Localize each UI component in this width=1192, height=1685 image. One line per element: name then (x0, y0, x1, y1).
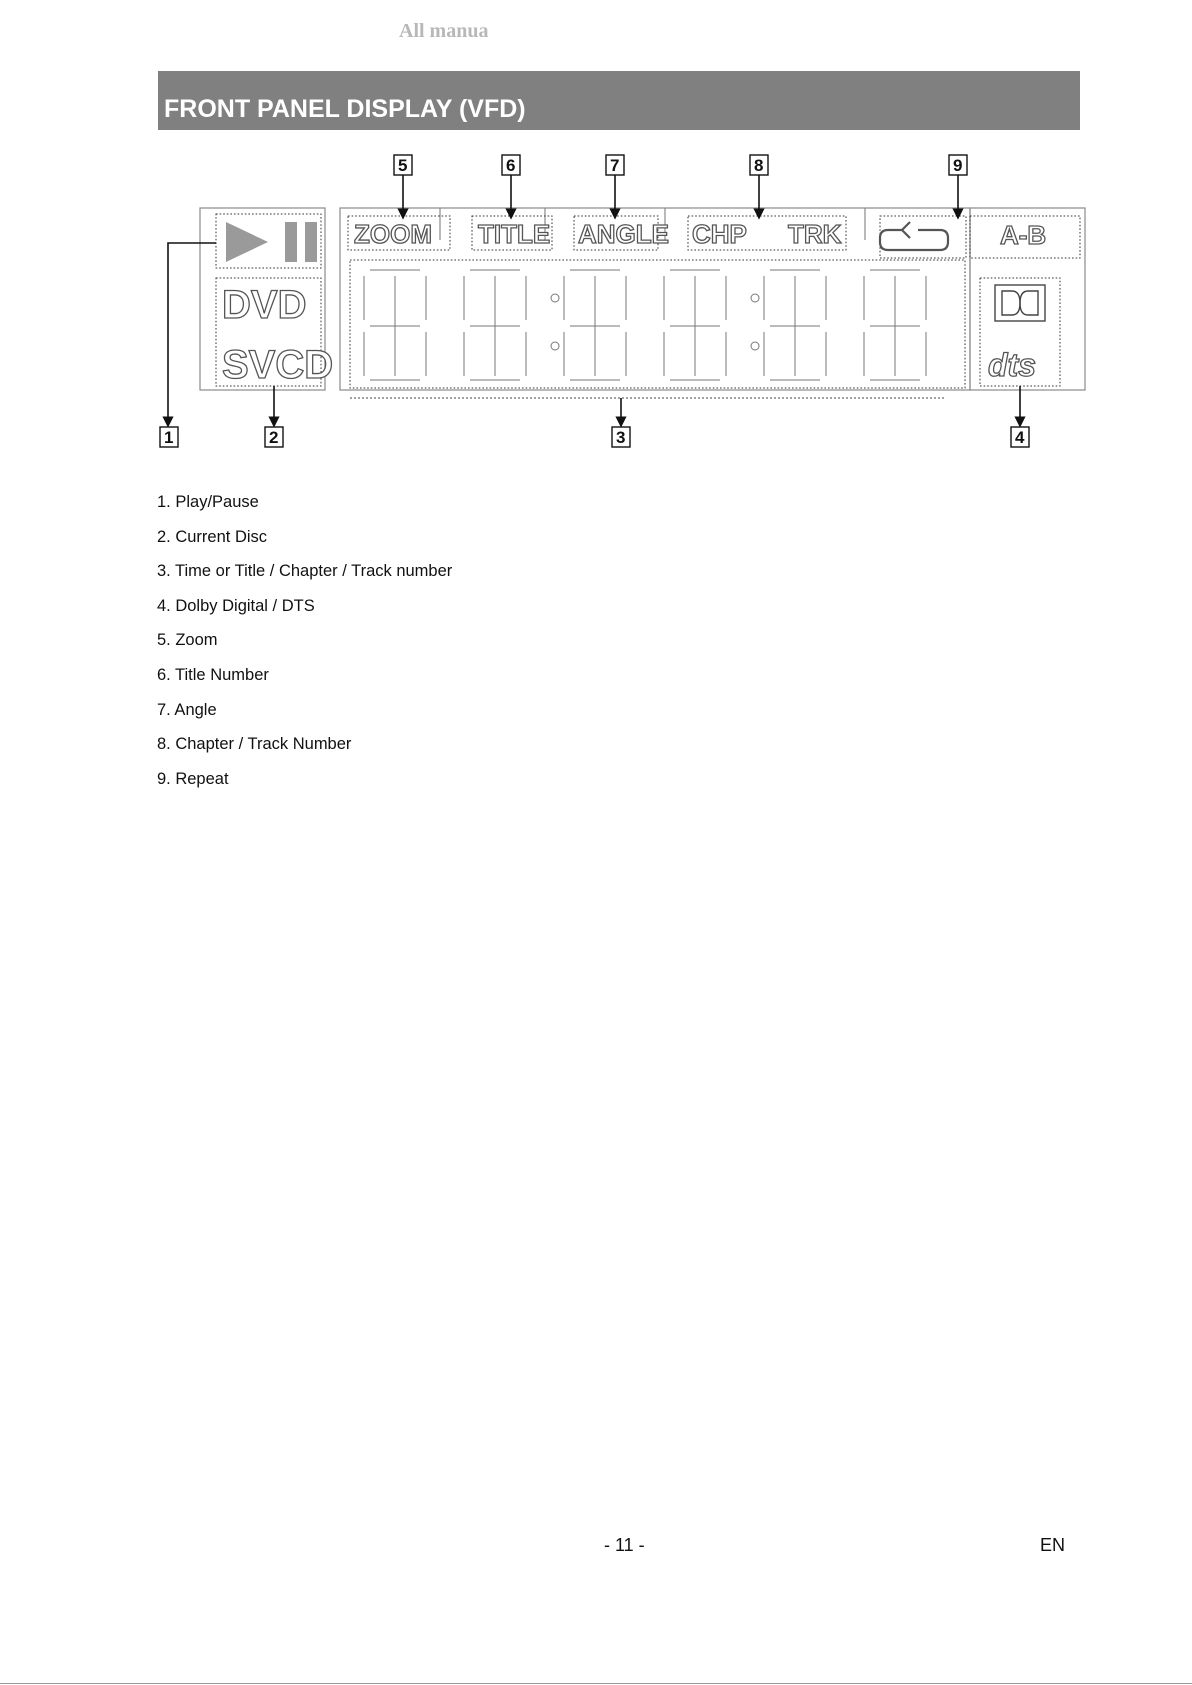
bottom-rule (0, 1683, 1192, 1684)
callout-9 (949, 155, 967, 214)
legend-item: 7. Angle (157, 700, 217, 719)
dolby-icon (995, 285, 1045, 321)
legend-item: 4. Dolby Digital / DTS (157, 596, 315, 615)
title-label: TITLE (478, 219, 551, 249)
callout-3 (350, 398, 944, 447)
zoom-label: ZOOM (354, 219, 432, 249)
svg-text:2: 2 (269, 428, 279, 447)
trk-label: TRK (788, 219, 842, 249)
digit-segments (364, 270, 926, 380)
section-title: FRONT PANEL DISPLAY (VFD) (164, 95, 526, 123)
svg-text:1: 1 (164, 428, 174, 447)
svg-text:4: 4 (1015, 428, 1025, 447)
svg-text:9: 9 (953, 156, 963, 175)
page-number: - 11 - (604, 1535, 645, 1555)
legend-item: 1. Play/Pause (157, 493, 259, 511)
dvd-label: DVD (222, 283, 307, 327)
callout-1 (160, 243, 216, 447)
angle-label: ANGLE (578, 219, 669, 249)
vfd-diagram (150, 150, 1090, 460)
svg-text:3: 3 (616, 428, 626, 447)
watermark: All manua (399, 20, 489, 42)
legend-item: 3. Time or Title / Chapter / Track number (157, 562, 453, 581)
repeat-icon (880, 222, 948, 250)
svg-text:7: 7 (610, 156, 620, 175)
svg-text:5: 5 (398, 156, 408, 175)
digit-area (350, 260, 965, 388)
svcd-label: SVCD (222, 343, 334, 387)
callout-7 (606, 155, 624, 214)
legend-item: 5. Zoom (157, 631, 218, 650)
pause-icon (285, 222, 317, 262)
chp-label: CHP (692, 219, 747, 249)
callout-6 (502, 155, 520, 214)
section-header (158, 71, 1080, 130)
language-code: EN (1040, 1535, 1066, 1555)
svg-text:8: 8 (754, 156, 764, 175)
legend-list (157, 492, 452, 803)
legend-item: 8. Chapter / Track Number (157, 735, 352, 754)
legend-item: 9. Repeat (157, 769, 229, 788)
callout-8 (750, 155, 768, 214)
play-icon (226, 222, 268, 262)
callout-2 (265, 386, 283, 447)
legend-item: 2. Current Disc (157, 527, 268, 546)
ab-label: A-B (1000, 220, 1047, 250)
callout-5 (394, 155, 412, 214)
svg-text:6: 6 (506, 156, 516, 175)
callout-4 (1011, 386, 1029, 447)
dts-label: dts (988, 347, 1036, 383)
legend-item: 6. Title Number (157, 665, 269, 684)
